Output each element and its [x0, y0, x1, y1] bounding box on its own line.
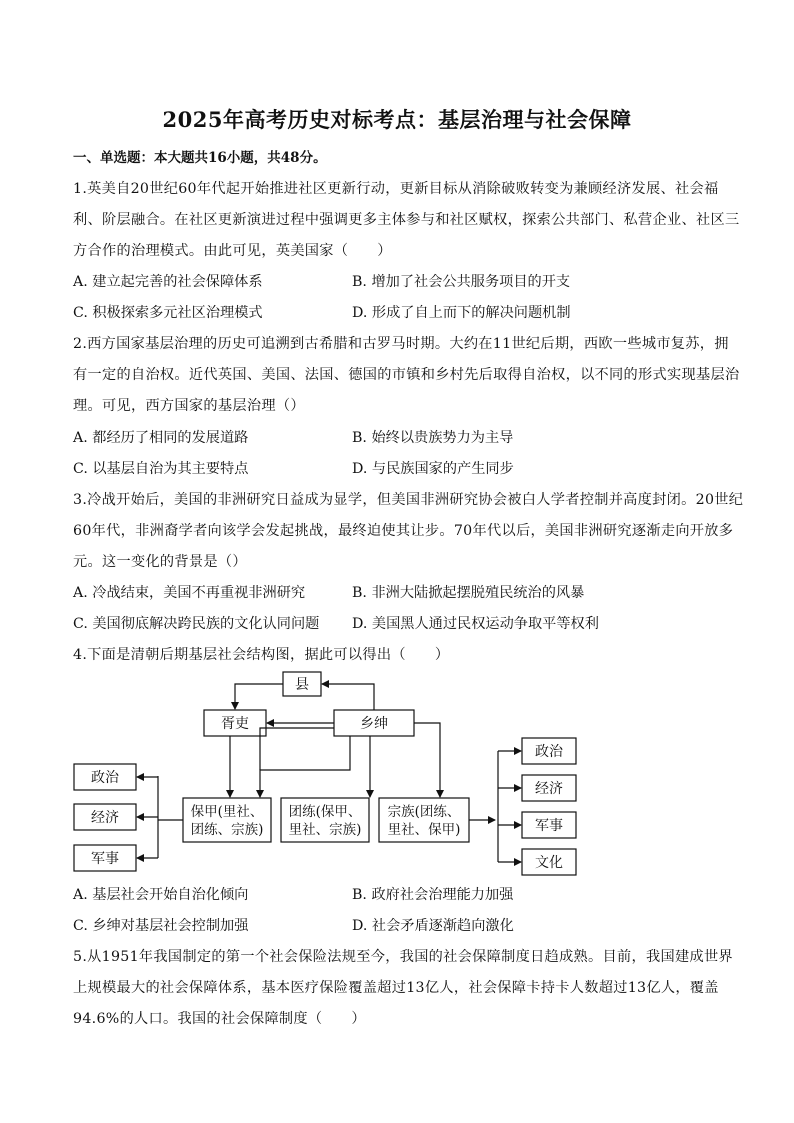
q4-option-b[interactable]: B. 政府社会治理能力加强 — [352, 887, 514, 903]
q3-line-2: 60年代，非洲裔学者向该学会发起挑战，最终迫使其让步。70年代以后，美国非洲研究逐渐走向开放多 — [73, 523, 734, 539]
left-economy-label: 经济 — [91, 810, 119, 826]
q1-option-a[interactable]: A. 建立起完善的社会保障体系 — [73, 274, 263, 290]
baojia-label-1: 保甲(里社、 — [190, 804, 264, 820]
right-politics-label: 政治 — [535, 744, 563, 760]
baojia-label-2: 团练、宗族) — [190, 822, 264, 838]
q1-option-d[interactable]: D. 形成了自上而下的解决问题机制 — [352, 305, 571, 321]
q4-option-c[interactable]: C. 乡绅对基层社会控制加强 — [73, 918, 249, 934]
zongzu-label-2: 里社、保甲) — [387, 822, 461, 838]
gentry-label: 乡绅 — [360, 716, 388, 732]
clerks-label: 胥吏 — [221, 716, 249, 732]
q3-option-a[interactable]: A. 冷战结束，美国不再重视非洲研究 — [73, 585, 306, 601]
q4-option-d[interactable]: D. 社会矛盾逐渐趋向激化 — [352, 918, 514, 934]
right-culture-label: 文化 — [535, 855, 563, 871]
q3-line-3: 元。这一变化的背景是（） — [73, 554, 247, 570]
q2-option-d[interactable]: D. 与民族国家的产生同步 — [352, 461, 514, 477]
county-label: 县 — [295, 677, 309, 693]
q5-line-3: 94.6%的人口。我国的社会保障制度（ ） — [73, 1011, 366, 1027]
q3-option-b[interactable]: B. 非洲大陆掀起摆脱殖民统治的风暴 — [352, 585, 585, 601]
q5-line-1: 5.从1951年我国制定的第一个社会保险法规至今，我国的社会保障制度日趋成熟。目前，我国建成世界 — [73, 949, 733, 965]
zongzu-label-1: 宗族(团练、 — [387, 804, 461, 820]
q2-option-c[interactable]: C. 以基层自治为其主要特点 — [73, 461, 249, 477]
right-economy-label: 经济 — [535, 781, 563, 797]
section-heading: 一、单选题：本大题共16小题，共48分。 — [73, 150, 327, 166]
right-military-label: 军事 — [535, 818, 563, 834]
left-military-label: 军事 — [91, 851, 119, 867]
q3-option-c[interactable]: C. 美国彻底解决跨民族的文化认同问题 — [73, 616, 320, 632]
page-title: 2025年高考历史对标考点：基层治理与社会保障 — [162, 107, 632, 132]
q1-line-2: 利、阶层融合。在社区更新演进过程中强调更多主体参与和社区赋权，探索公共部门、私营企业、社区三 — [73, 212, 740, 228]
q1-option-b[interactable]: B. 增加了社会公共服务项目的开支 — [352, 274, 571, 290]
q4-option-a[interactable]: A. 基层社会开始自治化倾向 — [73, 887, 249, 903]
q2-line-2: 有一定的自治权。近代英国、美国、法国、德国的市镇和乡村先后取得自治权，以不同的形式实现基层治 — [73, 367, 740, 383]
tuanlian-label-1: 团练(保甲、 — [288, 804, 362, 820]
q5-line-2: 上规模最大的社会保障体系，基本医疗保险覆盖超过13亿人，社会保障卡持卡人数超过13亿人，覆盖 — [73, 980, 719, 996]
q1-line-3: 方合作的治理模式。由此可见，英美国家（ ） — [73, 243, 392, 259]
q2-option-a[interactable]: A. 都经历了相同的发展道路 — [73, 430, 249, 446]
q1-line-1: 1.英美自20世纪60年代起开始推进社区更新行动，更新目标从消除破败转变为兼顾经济发展、社会福 — [73, 181, 719, 197]
left-politics-label: 政治 — [91, 770, 119, 786]
q3-option-d[interactable]: D. 美国黑人通过民权运动争取平等权利 — [352, 616, 599, 632]
q2-line-1: 2.西方国家基层治理的历史可追溯到古希腊和古罗马时期。大约在11世纪后期，西欧一些城市复苏，拥 — [73, 336, 729, 352]
social-structure-diagram — [70, 668, 610, 878]
tuanlian-label-2: 里社、宗族) — [288, 822, 362, 838]
q1-option-c[interactable]: C. 积极探索多元社区治理模式 — [73, 305, 263, 321]
q4-line-1: 4.下面是清朝后期基层社会结构图，据此可以得出（ ） — [73, 647, 450, 663]
q3-line-1: 3.冷战开始后，美国的非洲研究日益成为显学，但美国非洲研究协会被白人学者控制并高度封闭。20世纪 — [73, 492, 744, 508]
q2-line-3: 理。可见，西方国家的基层治理（） — [73, 398, 305, 414]
q2-option-b[interactable]: B. 始终以贵族势力为主导 — [352, 430, 514, 446]
